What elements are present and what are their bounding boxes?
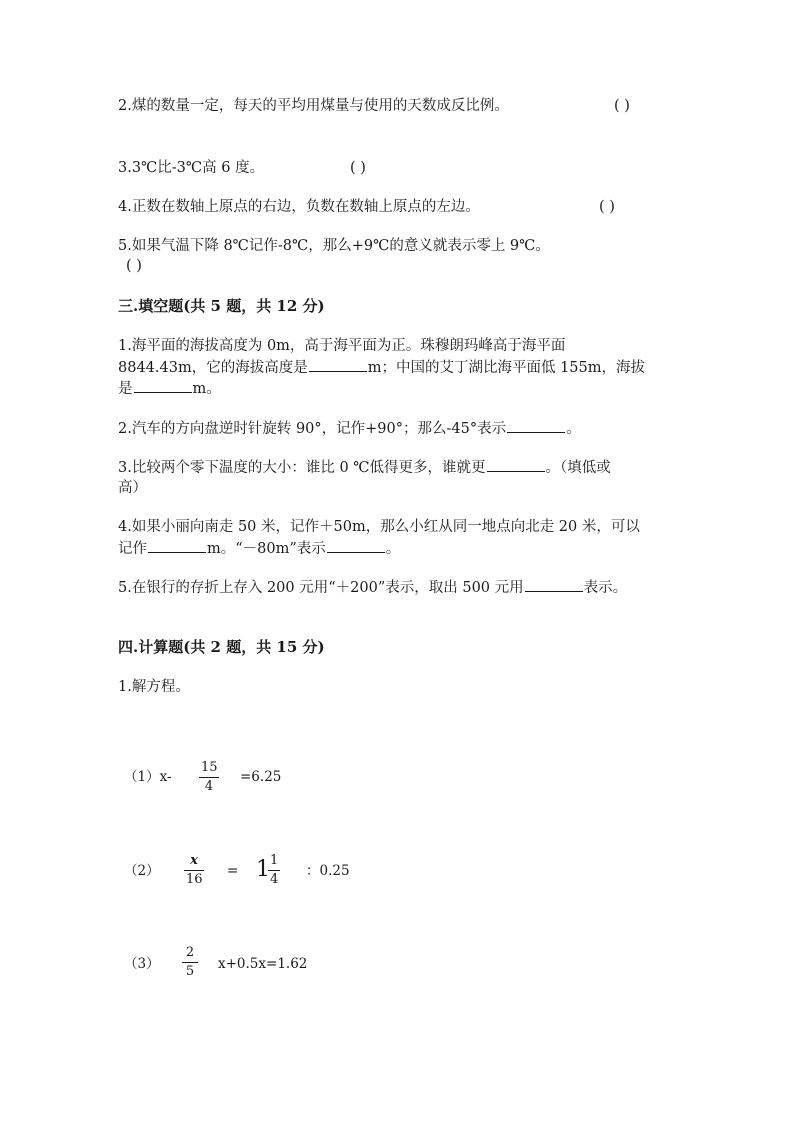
fill-question-1-line1: 1.海平面的海拔高度为 0m，高于海平面为正。珠穆朗玛峰高于海平面 <box>118 338 566 354</box>
fill-question-1-line2: 8844.43m，它的海拔高度是 m；中国的艾丁湖比海平面低 155m，海拔 <box>118 357 645 379</box>
equation-2-label: （2） <box>124 863 160 879</box>
judge-question-3 <box>118 158 264 179</box>
equation-2-mixed-integer: 1 <box>256 857 270 882</box>
question-text: 5.如果气温下降 8℃记作-8℃，那么+9℃的意义就表示零上 9℃。 <box>118 238 550 254</box>
fill-question-4-line1: 4.如果小丽向南走 50 米，记作＋50m，那么小红从同一地点向北走 20 米，可以 <box>118 519 640 535</box>
section-title-fill: 三.填空题(共 5 题，共 12 分) <box>118 297 325 315</box>
answer-blank[interactable] <box>507 418 565 433</box>
fill-question-5: 5.在银行的存折上存入 200 元用“＋200”表示，取出 500 元用 表示。 <box>118 577 627 599</box>
answer-blank[interactable] <box>327 538 385 553</box>
answer-blank[interactable] <box>148 538 206 553</box>
equation-1-rest: =6.25 <box>240 769 282 785</box>
answer-paren-4[interactable]: ( ) <box>599 199 615 215</box>
equation-2-mixed-fraction: 1 4 <box>270 853 279 887</box>
equation-3-fraction: 2 5 <box>182 945 198 980</box>
fill-question-2: 2.汽车的方向盘逆时针旋转 90°，记作+90°；那么-45°表示 。 <box>118 418 581 440</box>
answer-blank[interactable] <box>525 577 583 592</box>
judge-question-2 <box>118 96 509 117</box>
fill-question-3-line1: 3.比较两个零下温度的大小：谁比 0 ℃低得更多，谁就更 。（填低或 <box>118 457 611 479</box>
equation-2-fraction: x 16 <box>186 853 203 887</box>
answer-blank[interactable] <box>134 378 192 393</box>
fill-question-1-line3: 是 m。 <box>118 378 221 400</box>
equation-2-equals: = <box>227 863 239 879</box>
answer-blank[interactable] <box>487 457 545 472</box>
question-text: 4.正数在数轴上原点的右边，负数在数轴上原点的左边。 <box>118 199 480 215</box>
answer-paren-3[interactable]: ( ) <box>350 160 366 176</box>
answer-blank[interactable] <box>309 357 367 372</box>
question-text: 3.3℃比-3℃高 6 度。 <box>118 160 265 176</box>
calc-question-1: 1.解方程。 <box>118 679 190 695</box>
judge-question-4 <box>118 197 480 218</box>
equation-2-rest: ：0.25 <box>306 863 350 879</box>
equation-1-fraction: 15 4 <box>201 760 218 794</box>
fill-question-3-line2: 高） <box>118 480 147 496</box>
section-title-calc: 四.计算题(共 2 题，共 15 分) <box>118 638 325 656</box>
answer-paren-5[interactable]: ( ) <box>126 258 142 274</box>
equation-3-rest: x+0.5x=1.62 <box>218 956 308 972</box>
equation-1-label: （1）x- <box>124 769 172 785</box>
judge-question-5 <box>118 236 550 257</box>
equation-3-label: （3） <box>124 956 160 972</box>
answer-paren-2[interactable]: ( ) <box>614 98 630 114</box>
fill-question-4-line2: 记作 m。“－80m”表示 。 <box>118 538 400 560</box>
question-text: 2.煤的数量一定，每天的平均用煤量与使用的天数成反比例。 <box>118 98 509 114</box>
